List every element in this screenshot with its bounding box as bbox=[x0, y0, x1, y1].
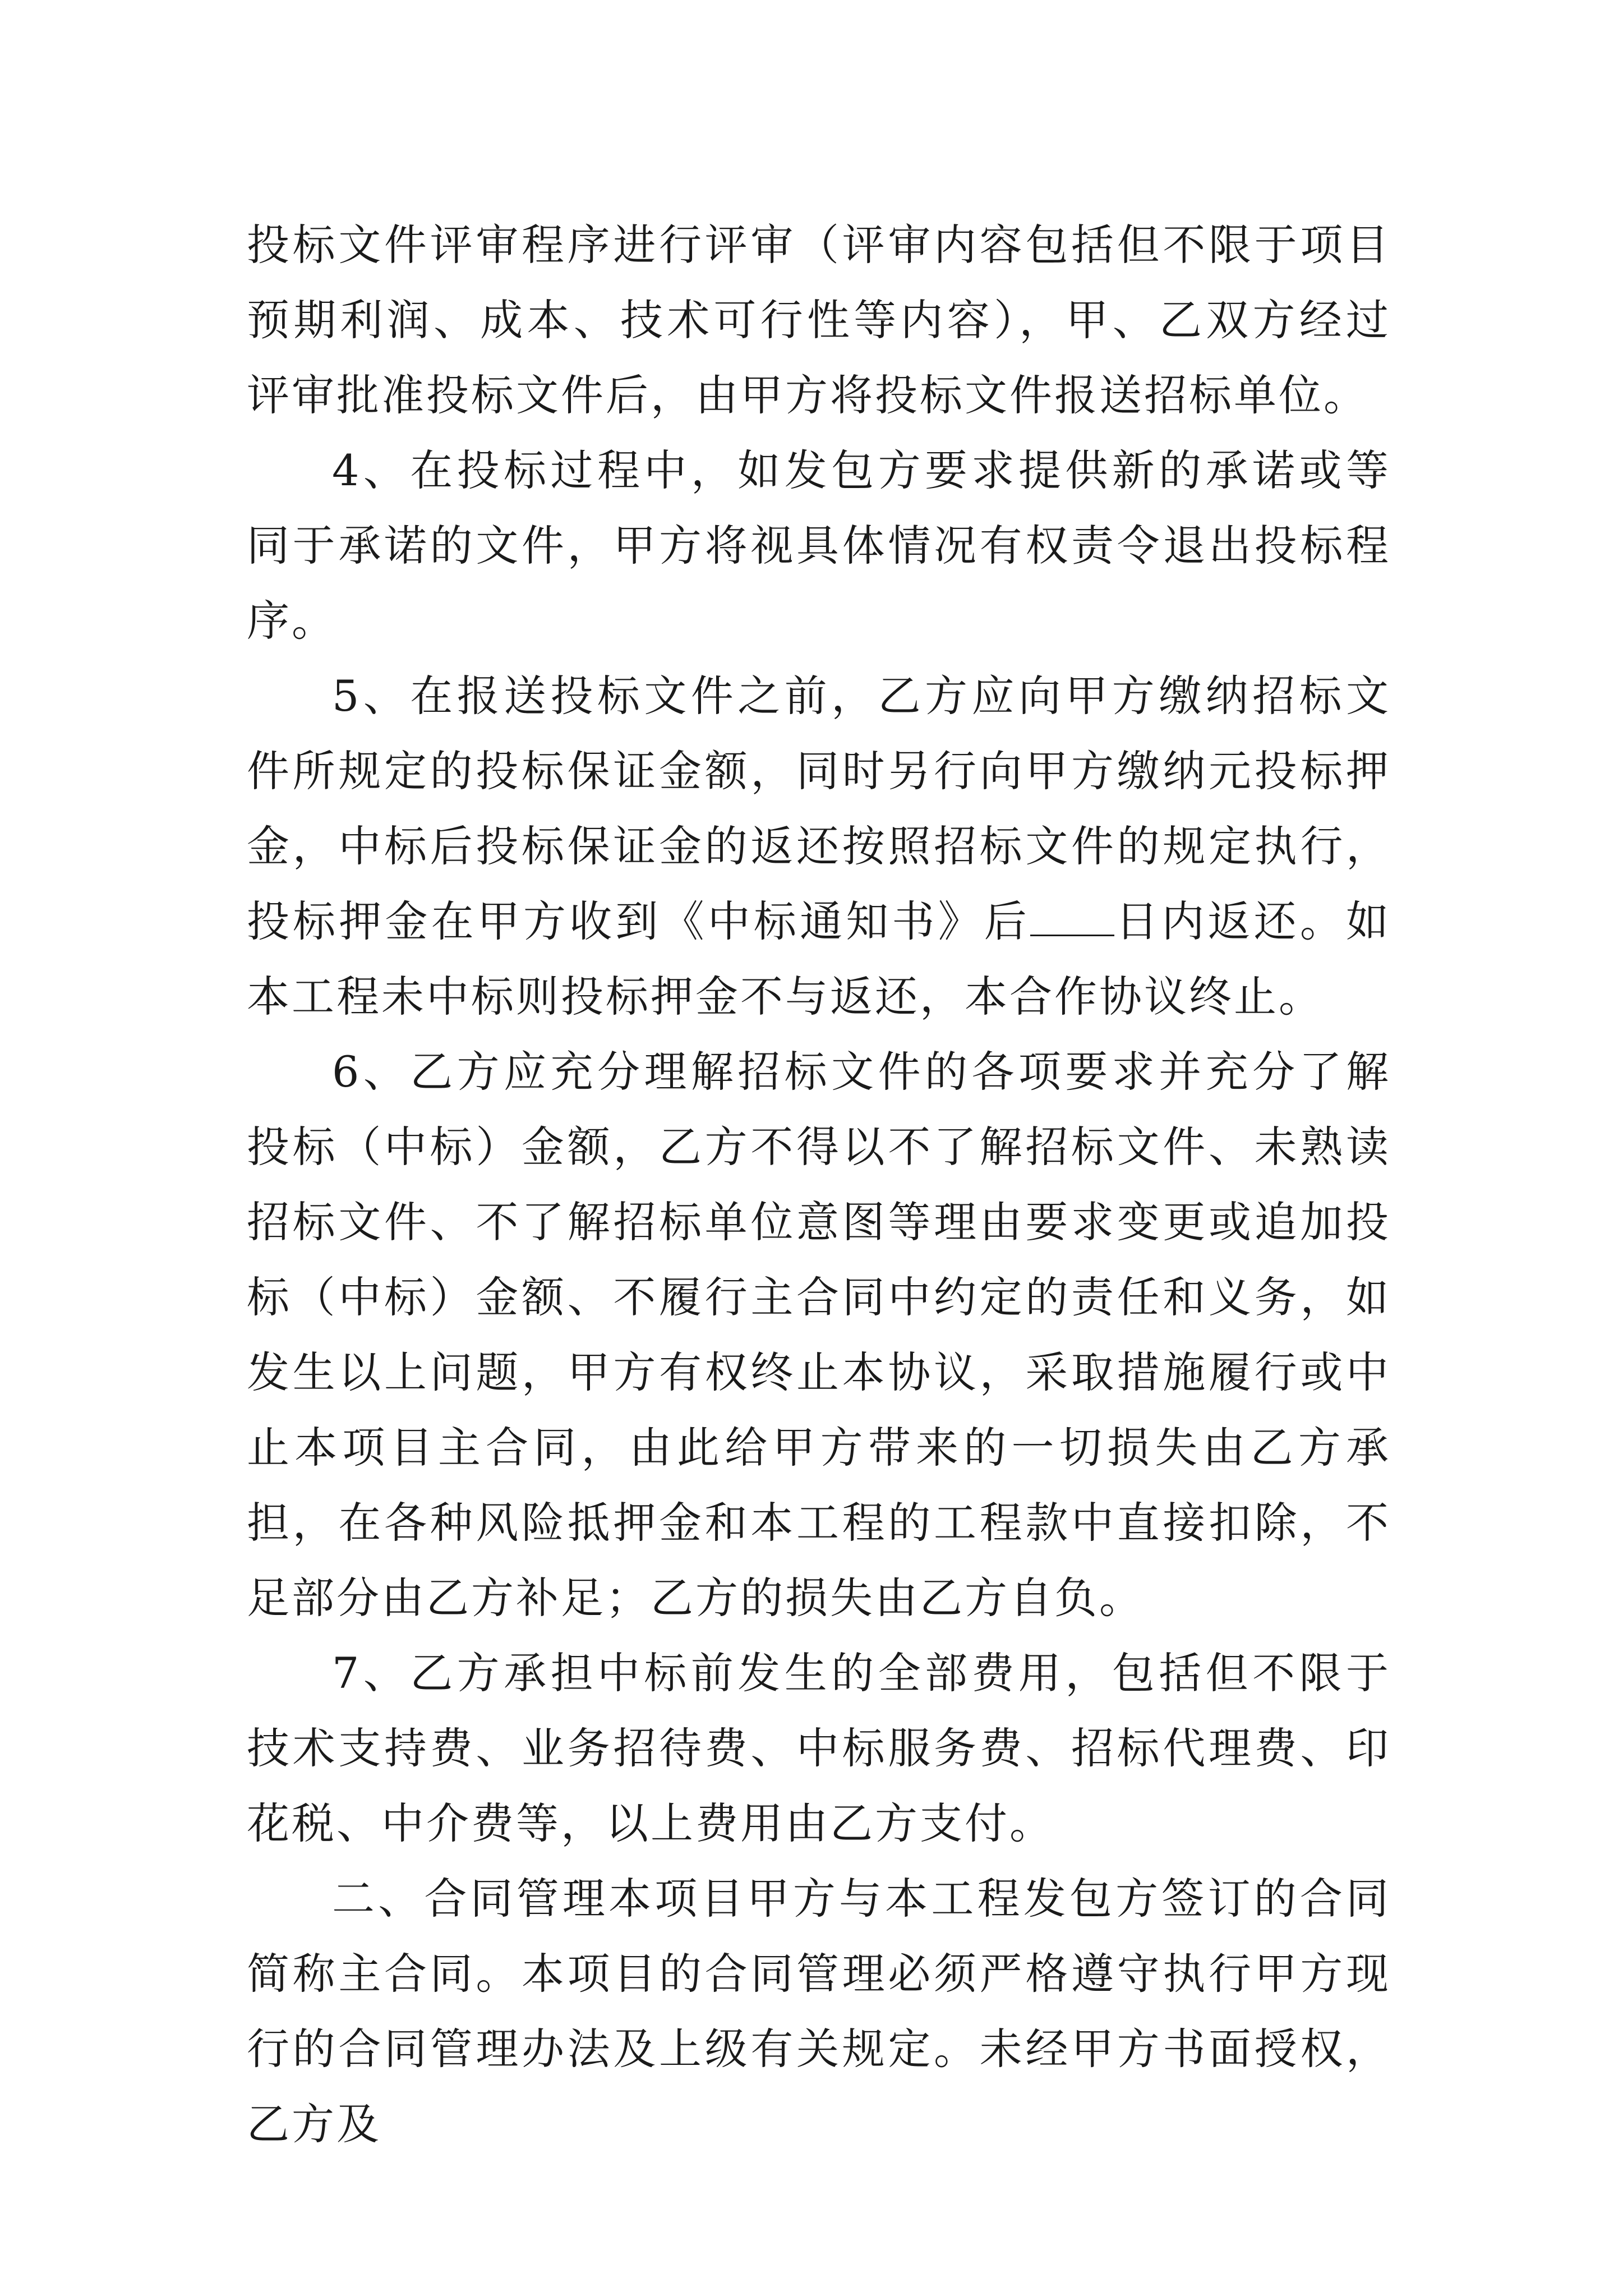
document-body bbox=[247, 208, 1391, 2162]
paragraph-item-5 bbox=[247, 659, 1391, 1034]
paragraph-item-5-text-before: 5、在报送投标文件之前，乙方应向甲方缴纳招标文件所规定的投标保证金额，同时另行向甲方缴纳元投标押金，中标后投标保证金的返还按照招标文件的规定执行，投标押金在甲方收到《中标通知书》后 bbox=[247, 671, 1391, 946]
fill-in-blank-days bbox=[1030, 896, 1114, 936]
paragraph-item-6: 6、乙方应充分理解招标文件的各项要求并充分了解投标（中标）金额，乙方不得以不了解招标文件、未熟读招标文件、不了解招标单位意图等理由要求变更或追加投标（中标）金额、不履行主合同中约定的责任和义务，如发生以上问题，甲方有权终止本协议，采取措施履行或中止本项目主合同，由此给甲方带来的一切损失由乙方承担，在各种风险抵押金和本工程的工程款中直接扣除，不足部分由乙方补足；乙方的损失由乙方自负。 bbox=[247, 1047, 1391, 1623]
paragraph-item-5-text-after: 日内返还。如本工程未中标则投标押金不与返还，本合作协议终止。 bbox=[247, 896, 1391, 1022]
paragraph-section-contract-management: 二、合同管理本项目甲方与本工程发包方签订的合同简称主合同。本项目的合同管理必须严格遵守执行甲方现行的合同管理办法及上级有关规定。未经甲方书面授权，乙方及 bbox=[247, 1874, 1391, 2149]
paragraph-item-4: 4、在投标过程中，如发包方要求提供新的承诺或等同于承诺的文件，甲方将视具体情况有权责令退出投标程序。 bbox=[247, 445, 1391, 646]
paragraph-continued: 投标文件评审程序进行评审（评审内容包括但不限于项目预期利润、成本、技术可行性等内容），甲、乙双方经过评审批准投标文件后，由甲方将投标文件报送招标单位。 bbox=[247, 220, 1391, 420]
paragraph-item-7: 7、乙方承担中标前发生的全部费用，包括但不限于技术支持费、业务招待费、中标服务费、招标代理费、印花税、中介费等，以上费用由乙方支付。 bbox=[247, 1648, 1391, 1848]
